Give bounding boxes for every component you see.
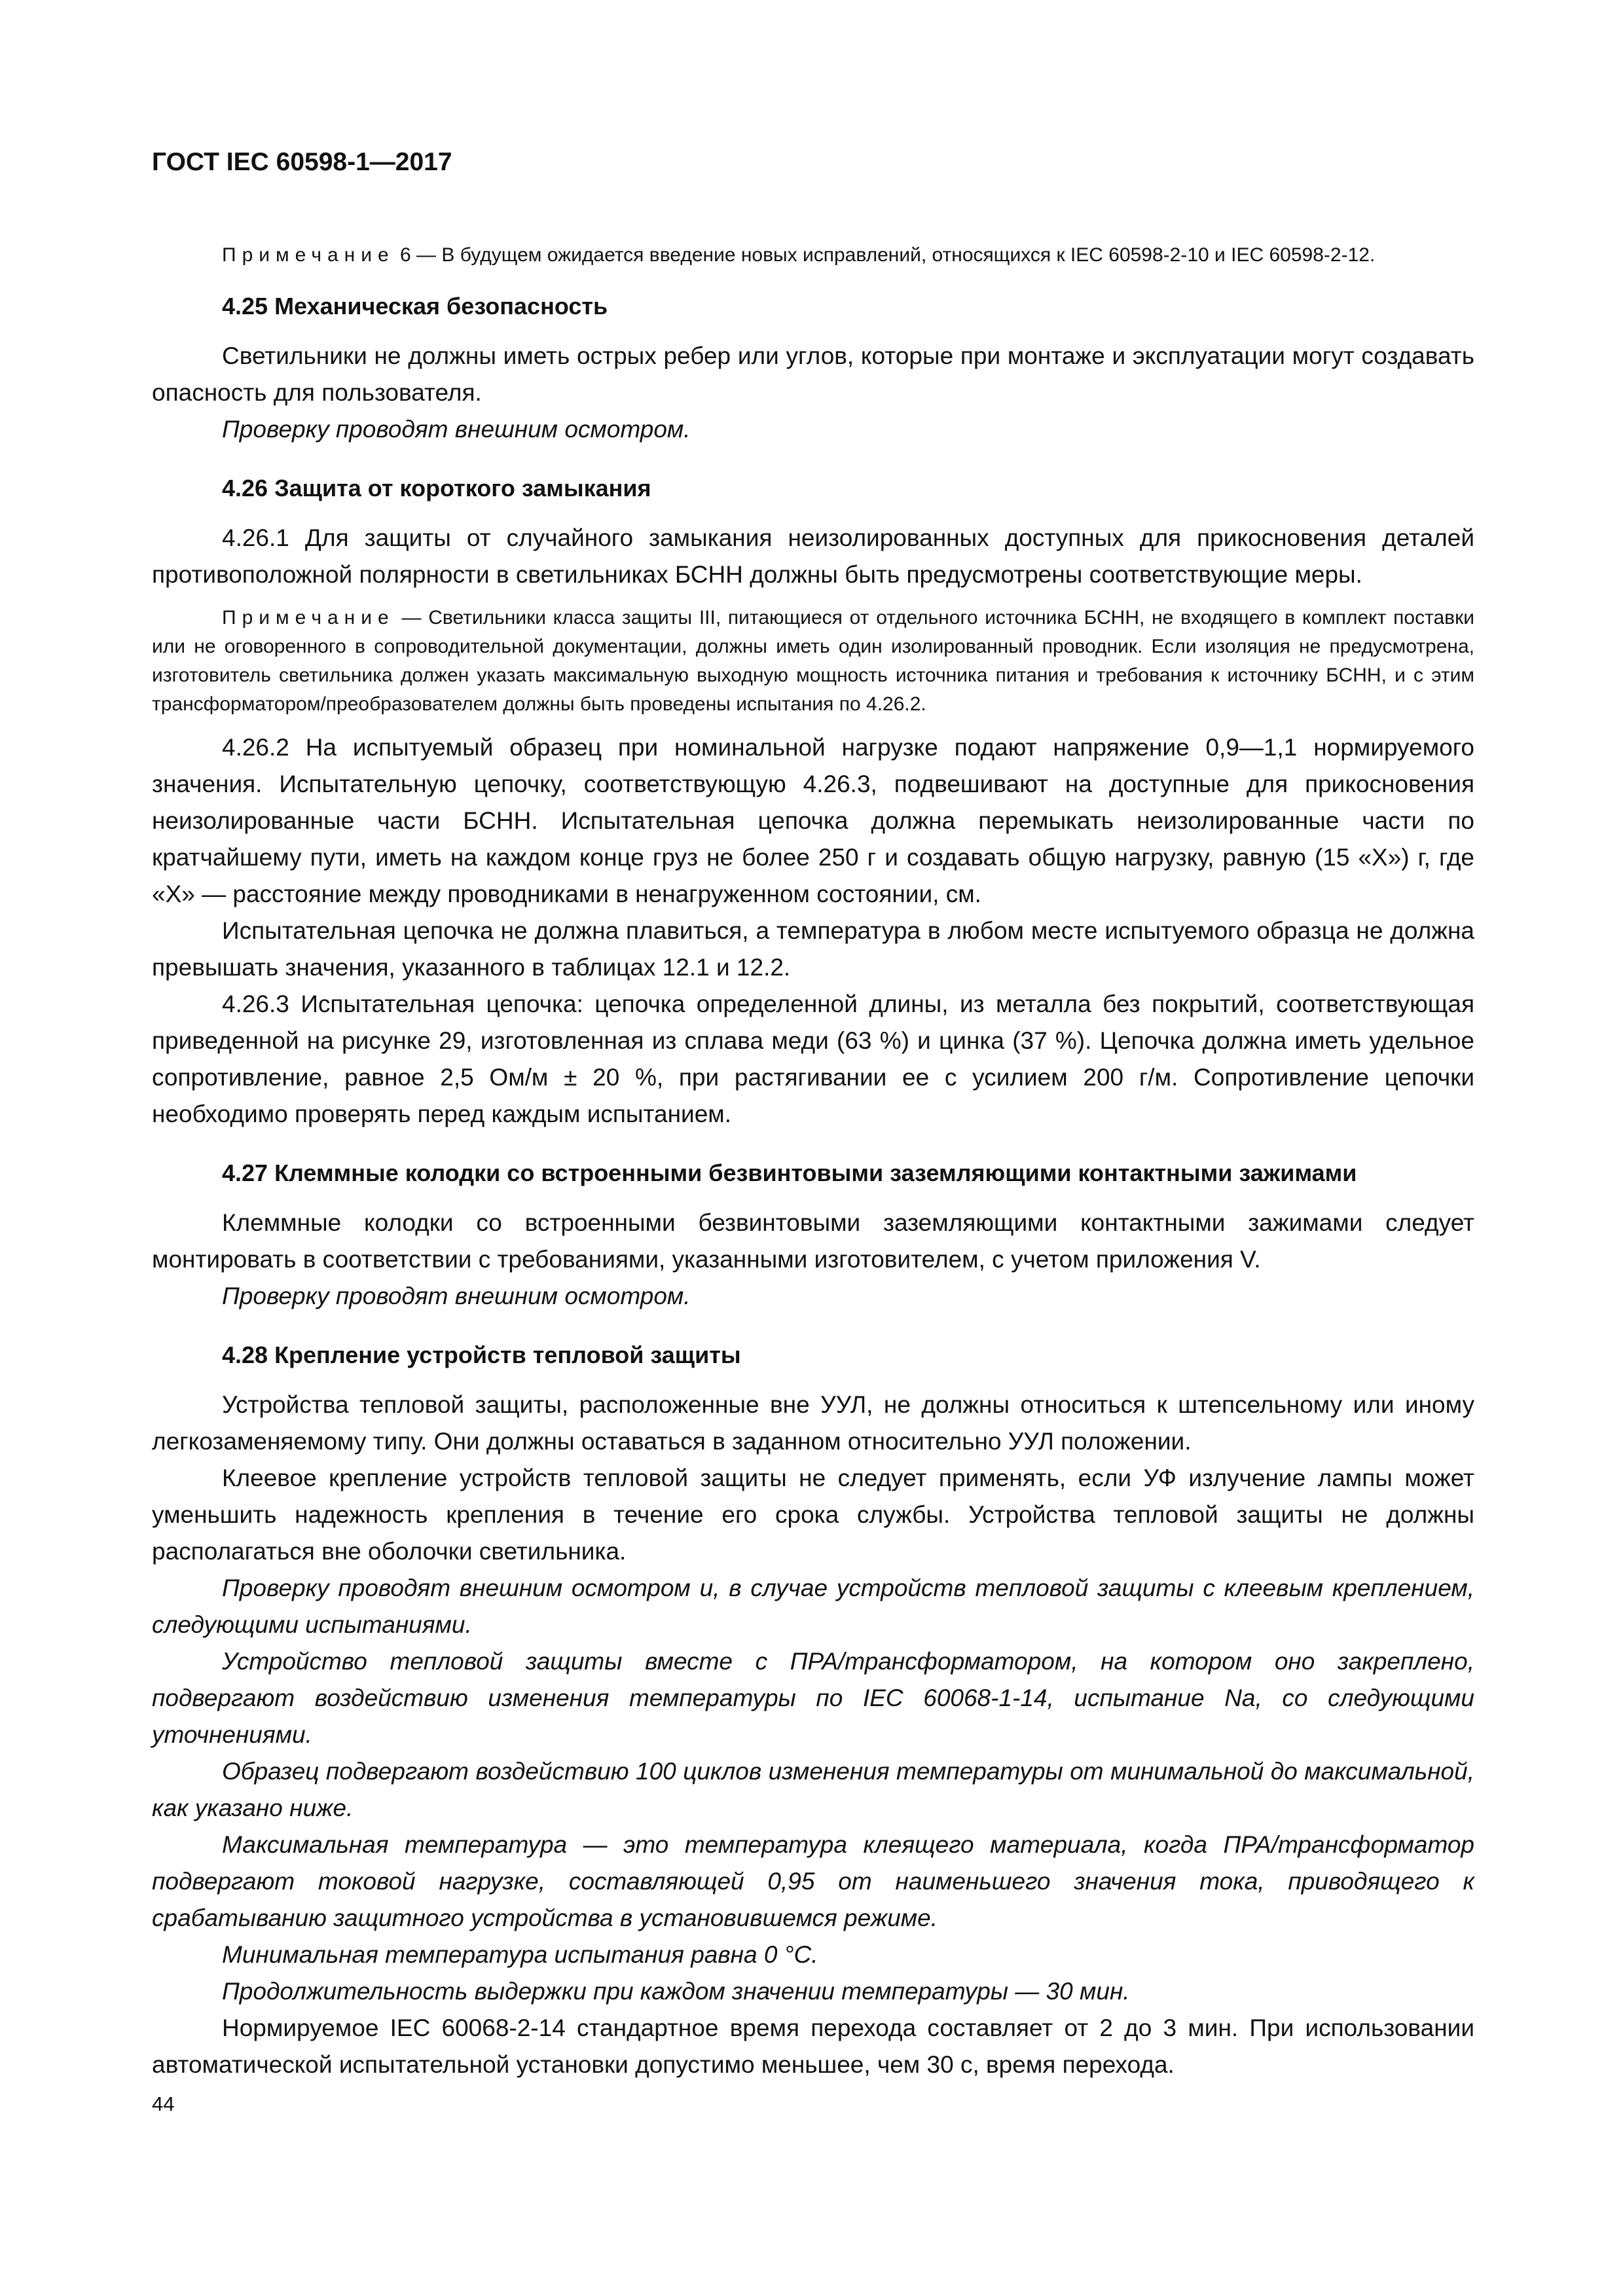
note-text: — Светильники класса защиты III, питающиеся от отдельного источника БСНН, не входящего в комплект поставки или не оговоренного в сопроводительной документации, должны иметь один изолированный проводник. Если изоляция не предусмотрена, изготовитель светильника должен указать максимальную выходную мощность источника питания и требования к источнику БСНН, и с этим трансформатором/преобразователем должны быть проведены испытания по 4.26.2.: [152, 607, 1474, 715]
note-label: Примечание: [222, 607, 395, 629]
section-4-25-check: Проверку проводят внешним осмотром.: [222, 416, 691, 443]
section-4-28-duration: Продолжительность выдержки при каждом значении температуры — 30 мин.: [222, 1978, 1130, 2005]
section-4-26-2: 4.26.2 На испытуемый образец при номинальной нагрузке подают напряжение 0,9—1,1 нормируемого значения. Испытательную цепочку, соответствующую 4.26.3, подвешивают на доступные для прикосновения неизолированные части БСНН. Испытательная цепочка должна перемыкать неизолированные части по кратчайшему пути, иметь на каждом конце груз не более 250 г и создавать общую нагрузку, равную (15 «X») г, где «X» — расстояние между проводниками в ненагруженном состоянии, см.: [152, 734, 1474, 907]
section-4-28-paragraph-2: Клеевое крепление устройств тепловой защиты не следует применять, если УФ излучение лампы может уменьшить надежность крепления в течение его срока службы. Устройства тепловой защиты не должны располагаться вне оболочки светильника.: [152, 1465, 1474, 1565]
section-4-28-min-temp: Минимальная температура испытания равна 0 °С.: [222, 1941, 818, 1968]
section-4-26-note: [152, 604, 1474, 719]
document-header: ГОСТ IEC 60598-1—2017: [152, 148, 452, 176]
section-4-28-transition: Нормируемое IEC 60068-2-14 стандартное время перехода составляет от 2 до 3 мин. При использовании автоматической испытательной установки допустимо меньшее, чем 30 с, время перехода.: [152, 2014, 1474, 2078]
section-4-27-title: 4.27 Клеммные колодки со встроенными безвинтовыми заземляющими контактными зажимами: [222, 1159, 1357, 1186]
section-4-28-test-1: Устройство тепловой защиты вместе с ПРА/трансформатором, на котором оно закреплено, подвергают воздействию изменения температуры по IEC 60068-1-14, испытание Na, со следующими уточнениями.: [152, 1648, 1474, 1748]
document-page: [152, 148, 1474, 2119]
section-4-28-max-temp: Максимальная температура — это температура клеящего материала, когда ПРА/трансформатор подвергают токовой нагрузке, составляющей 0,95 от наименьшего значения тока, приводящего к срабатыванию защитного устройства в установившемся режиме.: [152, 1831, 1474, 1931]
section-4-28-paragraph-1: Устройства тепловой защиты, расположенные вне УУЛ, не должны относиться к штепсельному или иному легкозаменяемому типу. Они должны оставаться в заданном относительно УУЛ положении.: [152, 1391, 1474, 1455]
note-label: Примечание: [222, 244, 395, 266]
page-number: 44: [152, 2092, 175, 2115]
section-4-28-test-2: Образец подвергают воздействию 100 циклов изменения температуры от минимальной до максимальной, как указано ниже.: [152, 1758, 1474, 1821]
section-4-27-check: Проверку проводят внешним осмотром.: [222, 1283, 691, 1309]
note-6: [152, 241, 1474, 270]
section-4-27-paragraph: Клеммные колодки со встроенными безвинтовыми заземляющими контактными зажимами следует монтировать в соответствии с требованиями, указанными изготовителем, с учетом приложения V.: [152, 1209, 1474, 1273]
section-4-26-3: 4.26.3 Испытательная цепочка: цепочка определенной длины, из металла без покрытий, соответствующая приведенной на рисунке 29, изготовленная из сплава меди (63 %) и цинка (37 %). Цепочка должна иметь удельное сопротивление, равное 2,5 Ом/м ± 20 %, при растягивании ее с усилием 200 г/м. Сопротивление цепочки необходимо проверять перед каждым испытанием.: [152, 991, 1474, 1127]
section-4-25-title: 4.25 Механическая безопасность: [222, 293, 608, 319]
section-4-26-2-cont: Испытательная цепочка не должна плавиться, а температура в любом месте испытуемого образца не должна превышать значения, указанного в таблицах 12.1 и 12.2.: [152, 917, 1474, 981]
section-4-26-title: 4.26 Защита от короткого замыкания: [222, 475, 651, 501]
section-4-28-title: 4.28 Крепление устройств тепловой защиты: [222, 1341, 741, 1368]
section-4-28-check: Проверку проводят внешним осмотром и, в случае устройств тепловой защиты с клеевым креплением, следующими испытаниями.: [152, 1575, 1474, 1638]
section-4-25-paragraph: Светильники не должны иметь острых ребер или углов, которые при монтаже и эксплуатации могут создавать опасность для пользователя.: [152, 342, 1474, 406]
section-4-26-1: 4.26.1 Для защиты от случайного замыкания неизолированных доступных для прикосновения деталей противоположной полярности в светильниках БСНН должны быть предусмотрены соответствующие меры.: [152, 524, 1474, 588]
note-text: 6 — В будущем ожидается введение новых исправлений, относящихся к IEC 60598-2-10 и IEC 60598-2-12.: [400, 244, 1376, 266]
